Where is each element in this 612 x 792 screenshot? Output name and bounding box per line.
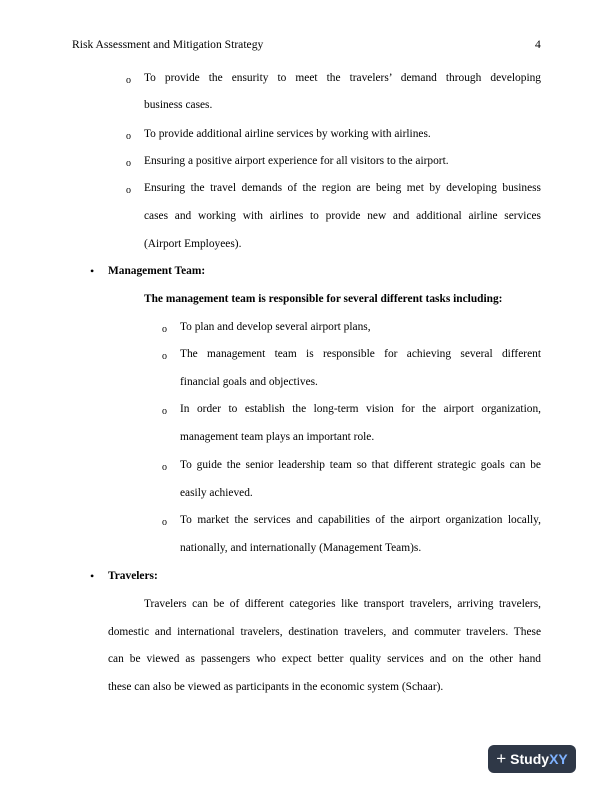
paragraph-line: these can also be viewed as participants in the economic system (Schaar). xyxy=(108,681,444,693)
paragraph-line: Travelers can be of different categories like transport travelers, arriving travelers, xyxy=(144,598,541,610)
list-item-line: financial goals and objectives. xyxy=(180,376,318,388)
list-item-line: To plan and develop several airport plans, xyxy=(180,321,371,333)
list-item-line: To market the services and capabilities of the airport organization locally, xyxy=(180,514,541,526)
list-item-line: cases and working with airlines to provide new and additional airline services xyxy=(144,210,541,222)
circle-bullet-icon: o xyxy=(126,158,131,169)
list-item-line: (Airport Employees). xyxy=(144,238,242,250)
studyxy-logo xyxy=(488,745,576,773)
running-header: Risk Assessment and Mitigation Strategy xyxy=(72,38,264,51)
paragraph-line: can be viewed as passengers who expect better quality services and on the other hand xyxy=(108,653,541,665)
section-heading-travelers: Travelers: xyxy=(108,570,158,582)
list-item-line: Ensuring the travel demands of the region are being met by developing business xyxy=(144,182,541,194)
dot-bullet-icon: • xyxy=(90,569,95,583)
circle-bullet-icon: o xyxy=(162,517,167,528)
dot-bullet-icon: • xyxy=(90,264,95,278)
list-item-line: management team plays an important role. xyxy=(180,431,375,443)
paragraph-line: domestic and international travelers, destination travelers, and commuter travelers. These xyxy=(108,626,541,638)
circle-bullet-icon: o xyxy=(126,185,131,196)
list-item-line: To provide the ensurity to meet the travelers’ demand through developing xyxy=(144,72,541,84)
management-intro: The management team is responsible for several different tasks including: xyxy=(144,293,503,305)
list-item-line: The management team is responsible for achieving several different xyxy=(180,348,541,360)
list-item-line: To guide the senior leadership team so that different strategic goals can be xyxy=(180,459,541,471)
circle-bullet-icon: o xyxy=(162,462,167,473)
circle-bullet-icon: o xyxy=(162,351,167,362)
logo-text-study: Study xyxy=(510,751,550,767)
section-heading-management: Management Team: xyxy=(108,265,206,277)
circle-bullet-icon: o xyxy=(162,406,167,417)
page-number: 4 xyxy=(535,38,541,51)
circle-bullet-icon: o xyxy=(162,324,167,335)
logo-text-xy: XY xyxy=(549,751,568,767)
list-item-line: To provide additional airline services by working with airlines. xyxy=(144,128,431,140)
list-item-line: In order to establish the long-term vision for the airport organization, xyxy=(180,403,541,415)
list-item-line: Ensuring a positive airport experience for all visitors to the airport. xyxy=(144,155,449,167)
circle-bullet-icon: o xyxy=(126,75,131,86)
list-item-line: business cases. xyxy=(144,99,213,111)
plus-icon: + xyxy=(496,749,507,768)
circle-bullet-icon: o xyxy=(126,131,131,142)
list-item-line: nationally, and internationally (Management Team)s. xyxy=(180,542,422,554)
list-item-line: easily achieved. xyxy=(180,487,253,499)
